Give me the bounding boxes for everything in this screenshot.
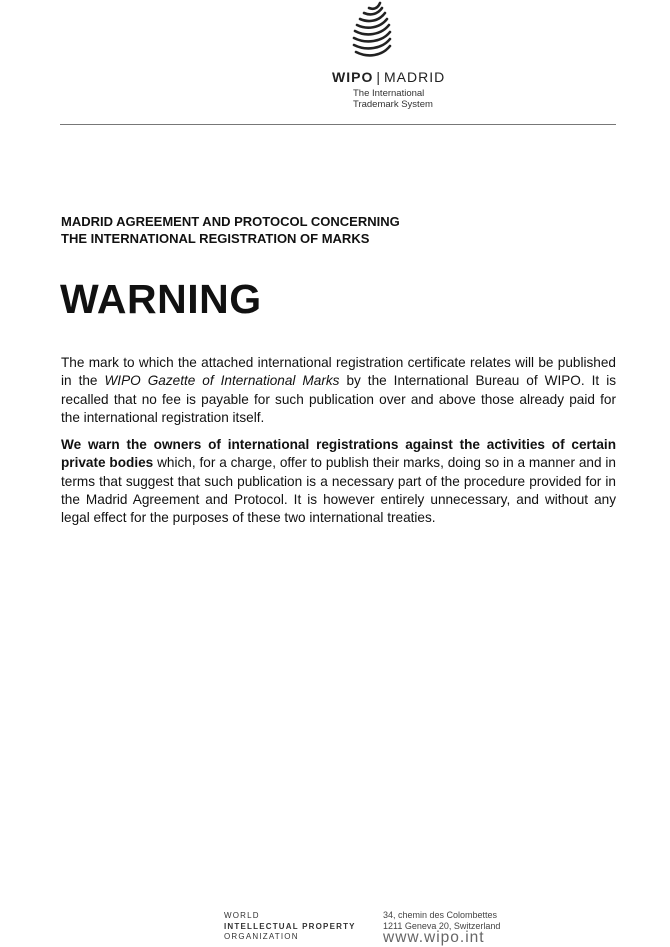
document-heading (61, 213, 400, 247)
footer-address-line2: 1211 Geneva 20, Switzerland (383, 920, 501, 931)
footer-organization (224, 911, 356, 943)
logo-system: MADRID (383, 69, 446, 85)
footer-org-line2: INTELLECTUAL PROPERTY (224, 921, 356, 931)
footer-url: www.wipo.int (383, 929, 485, 946)
paragraph2-bold: We warn the owners of international registrations against the activities of certain private bodies (61, 437, 616, 471)
footer-address (383, 910, 500, 931)
logo-wordmark (332, 69, 445, 85)
paragraph2-text-after: which, for a charge, offer to publish their marks, doing so in a manner and in terms that suggest that such publication is a necessary part of the procedure provided for in the Madrid Agreement and Protocol. It is however entirely unnecessary, and without any legal effect for the purposes of these two international treaties. (61, 455, 616, 526)
wipo-emblem-icon (342, 0, 402, 66)
logo-brand: WIPO (332, 69, 374, 85)
page-title: WARNING (60, 276, 262, 322)
logo-subtitle-line2: Trademark System (353, 99, 433, 110)
heading-line1: MADRID AGREEMENT AND PROTOCOL CONCERNING (61, 214, 400, 229)
wipo-madrid-logo (330, 0, 475, 115)
heading-line2: THE INTERNATIONAL REGISTRATION OF MARKS (61, 231, 370, 246)
logo-subtitle-line1: The International (353, 88, 425, 99)
footer-address-line1: 34, chemin des Colombettes (383, 910, 498, 920)
footer-org-line3: ORGANIZATION (224, 932, 299, 941)
gazette-title: WIPO Gazette of International Marks (104, 373, 340, 389)
paragraph-warning (61, 436, 616, 527)
footer-org-line1: WORLD (224, 911, 260, 920)
logo-separator: | (376, 69, 381, 85)
paragraph1-text-after: by the International Bureau of WIPO. It is recalled that no fee is payable for such publication over and above those already paid for the international registration itself. (61, 373, 617, 425)
paragraph-publication (61, 354, 616, 427)
paragraph1-text-before: The mark to which the attached international registration certificate relates will be published in the (61, 355, 616, 389)
header-divider (60, 124, 616, 125)
